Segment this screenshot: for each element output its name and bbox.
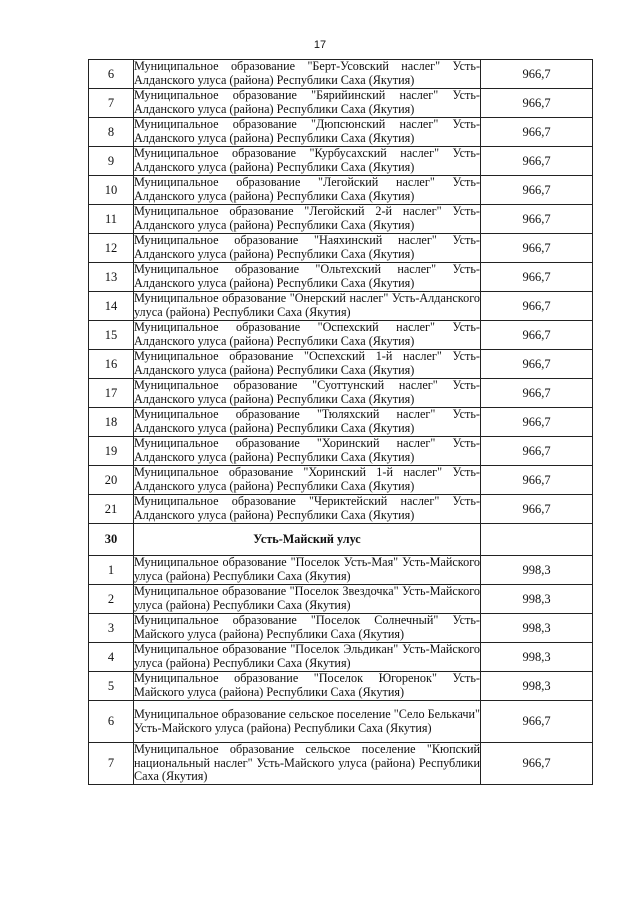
row-number: 12: [89, 234, 134, 263]
municipality-name: Муниципальное образование "Наяхинский наслег" Усть-Алданского улуса (района) Республики Саха (Якутия): [134, 233, 480, 261]
table-row: [89, 743, 593, 785]
row-number: 4: [89, 643, 134, 672]
table-row: [89, 350, 593, 379]
municipality-name: Муниципальное образование "Бярийинский наслег" Усть-Алданского улуса (района) Республики Саха (Якутия): [134, 88, 480, 116]
row-number: 5: [89, 672, 134, 701]
amount-value: 966,7: [481, 437, 593, 466]
amount-value: 966,7: [481, 234, 593, 263]
row-number: 6: [89, 701, 134, 743]
row-number: 13: [89, 263, 134, 292]
table-row: [89, 408, 593, 437]
row-number: 1: [89, 556, 134, 585]
municipality-name: Муниципальное образование "Хоринский 1-й наслег" Усть-Алданского улуса (района) Республики Саха (Якутия): [134, 465, 480, 493]
municipality-name: Муниципальное образование "Тюляхский наслег" Усть-Алданского улуса (района) Республики Саха (Якутия): [134, 407, 480, 435]
municipality-name: Муниципальное образование "Оспехский 1-й наслег" Усть-Алданского улуса (района) Республики Саха (Якутия): [134, 349, 480, 377]
section-number: 30: [89, 524, 134, 556]
row-number: 20: [89, 466, 134, 495]
amount-value: 966,7: [481, 205, 593, 234]
amount-value: 998,3: [481, 672, 593, 701]
amount-value: 998,3: [481, 585, 593, 614]
row-number: 7: [89, 743, 134, 785]
amount-value: 966,7: [481, 495, 593, 524]
amount-value: [481, 524, 593, 556]
amount-value: 998,3: [481, 643, 593, 672]
municipality-name: Муниципальное образование "Дюпсюнский наслег" Усть-Алданского улуса (района) Республики Саха (Якутия): [134, 117, 480, 145]
amount-value: 966,7: [481, 408, 593, 437]
row-number: 19: [89, 437, 134, 466]
amount-value: 966,7: [481, 292, 593, 321]
municipality-name: Муниципальное образование "Чериктейский наслег" Усть-Алданского улуса (района) Республики Саха (Якутия): [134, 494, 480, 522]
municipality-name: Муниципальное образование сельское поселение "Кюпский национальный наслег" Усть-Майского улуса (района) Республики Саха (Якутия): [134, 742, 480, 784]
section-title: Усть-Майский улус: [134, 524, 481, 556]
table-row: [89, 495, 593, 524]
table-row: [89, 147, 593, 176]
table-row: [89, 379, 593, 408]
amount-value: 966,7: [481, 60, 593, 89]
table-row: [89, 89, 593, 118]
section-row: [89, 524, 593, 556]
row-number: 14: [89, 292, 134, 321]
municipality-name: Муниципальное образование "Оспехский наслег" Усть-Алданского улуса (района) Республики Саха (Якутия): [134, 320, 480, 348]
municipality-name: Муниципальное образование "Поселок Эльдикан" Усть-Майского улуса (района) Республики Саха (Якутия): [134, 642, 480, 670]
table-row: [89, 672, 593, 701]
table-row: [89, 643, 593, 672]
table-row: [89, 585, 593, 614]
table-row: [89, 556, 593, 585]
amount-value: 966,7: [481, 321, 593, 350]
municipality-name: Муниципальное образование "Суоттунский наслег" Усть-Алданского улуса (района) Республики Саха (Якутия): [134, 378, 480, 406]
municipality-name: Муниципальное образование "Поселок Югоренок" Усть-Майского улуса (района) Республики Саха (Якутия): [134, 671, 480, 699]
municipality-name: Муниципальное образование "Легойский 2-й наслег" Усть-Алданского улуса (района) Республики Саха (Якутия): [134, 204, 480, 232]
table-row: [89, 614, 593, 643]
amount-value: 966,7: [481, 147, 593, 176]
table-row: [89, 466, 593, 495]
row-number: 17: [89, 379, 134, 408]
municipality-name: Муниципальное образование "Берт-Усовский наслег" Усть-Алданского улуса (района) Республики Саха (Якутия): [134, 59, 480, 87]
amount-value: 966,7: [481, 379, 593, 408]
table-row: [89, 263, 593, 292]
allocation-table: [88, 59, 593, 785]
municipality-name: Муниципальное образование "Легойский наслег" Усть-Алданского улуса (района) Республики Саха (Якутия): [134, 175, 480, 203]
table-row: [89, 321, 593, 350]
row-number: 16: [89, 350, 134, 379]
row-number: 6: [89, 60, 134, 89]
table-row: [89, 205, 593, 234]
amount-value: 966,7: [481, 701, 593, 743]
row-number: 10: [89, 176, 134, 205]
amount-value: 966,7: [481, 118, 593, 147]
municipality-name: Муниципальное образование "Курбусахский наслег" Усть-Алданского улуса (района) Республики Саха (Якутия): [134, 146, 480, 174]
page-number: 17: [313, 39, 327, 51]
amount-value: 998,3: [481, 614, 593, 643]
table-row: [89, 437, 593, 466]
table-body: [89, 60, 593, 785]
municipality-name: Муниципальное образование "Ольтехский наслег" Усть-Алданского улуса (района) Республики Саха (Якутия): [134, 262, 480, 290]
municipality-name: Муниципальное образование "Поселок Усть-Мая" Усть-Майского улуса (района) Республики Саха (Якутия): [134, 555, 480, 583]
amount-value: 998,3: [481, 556, 593, 585]
amount-value: 966,7: [481, 743, 593, 785]
municipality-name: Муниципальное образование сельское поселение "Село Белькачи" Усть-Майского улуса (района) Республики Саха (Якутия): [134, 701, 481, 743]
municipality-name: Муниципальное образование "Поселок Звездочка" Усть-Майского улуса (района) Республики Саха (Якутия): [134, 584, 480, 612]
municipality-name: Муниципальное образование "Хоринский наслег" Усть-Алданского улуса (района) Республики Саха (Якутия): [134, 436, 480, 464]
table-row: [89, 118, 593, 147]
amount-value: 966,7: [481, 176, 593, 205]
table-row: [89, 176, 593, 205]
row-number: 2: [89, 585, 134, 614]
row-number: 11: [89, 205, 134, 234]
municipality-name: Муниципальное образование "Онерский наслег" Усть-Алданского улуса (района) Республики Саха (Якутия): [134, 291, 480, 319]
amount-value: 966,7: [481, 89, 593, 118]
table-row: [89, 701, 593, 743]
row-number: 8: [89, 118, 134, 147]
municipality-name: Муниципальное образование "Поселок Солнечный" Усть-Майского улуса (района) Республики Саха (Якутия): [134, 613, 480, 641]
row-number: 9: [89, 147, 134, 176]
table-row: [89, 234, 593, 263]
row-number: 3: [89, 614, 134, 643]
table-row: [89, 60, 593, 89]
row-number: 7: [89, 89, 134, 118]
amount-value: 966,7: [481, 466, 593, 495]
row-number: 15: [89, 321, 134, 350]
amount-value: 966,7: [481, 263, 593, 292]
table-row: [89, 292, 593, 321]
row-number: 18: [89, 408, 134, 437]
amount-value: 966,7: [481, 350, 593, 379]
row-number: 21: [89, 495, 134, 524]
